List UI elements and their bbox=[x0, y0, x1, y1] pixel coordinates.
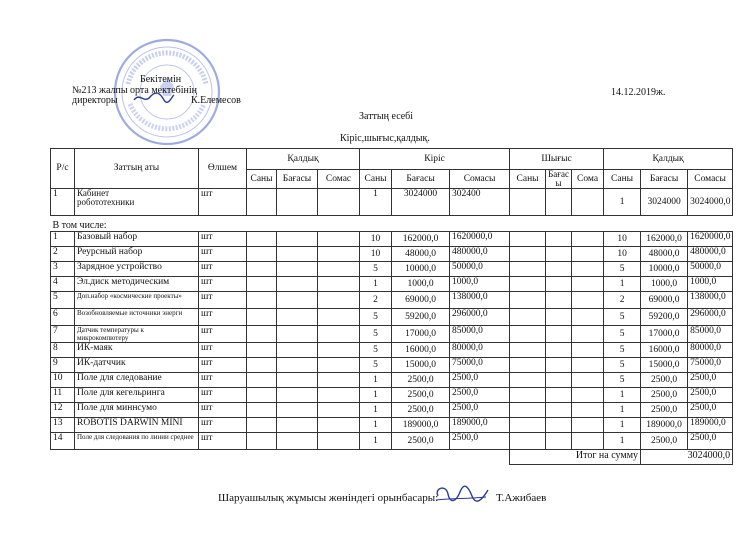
cell-bal-price: 2500,0 bbox=[641, 373, 688, 388]
cell-in-price: 69000,0 bbox=[392, 292, 450, 309]
cell-in-price: 2500,0 bbox=[392, 373, 450, 388]
cell-bal-sum: 2500,0 bbox=[688, 433, 733, 450]
table-row bbox=[51, 232, 733, 247]
cell-in-qty: 1 bbox=[360, 418, 392, 433]
cell-in-sum: 75000,0 bbox=[450, 358, 510, 373]
h-price: Бағасы bbox=[277, 170, 318, 189]
deputy-name: Т.Ажибаев bbox=[496, 492, 547, 504]
director-name: К.Елемесов bbox=[191, 95, 241, 106]
h-price: Бағасы bbox=[641, 170, 688, 189]
cell-in-price: 48000,0 bbox=[392, 247, 450, 262]
cell-in-sum: 2500,0 bbox=[450, 373, 510, 388]
h-price: Бағасы bbox=[392, 170, 450, 189]
cell-num: 1 bbox=[51, 189, 75, 216]
h-sum: Сомасы bbox=[450, 170, 510, 189]
cell-in-sum: 2500,0 bbox=[450, 388, 510, 403]
cell-unit: шт bbox=[199, 232, 247, 247]
cell-in-sum: 1620000,0 bbox=[450, 232, 510, 247]
cell-name: Реурсный набор bbox=[75, 247, 199, 262]
cell-num: 8 bbox=[51, 343, 75, 358]
header-row-1 bbox=[51, 149, 733, 170]
h-sum: Сомасы bbox=[688, 170, 733, 189]
h-price: Бағас ы bbox=[546, 170, 572, 189]
table-row bbox=[51, 292, 733, 309]
cell-num: 7 bbox=[51, 326, 75, 343]
cell-bal-sum: 2500,0 bbox=[688, 403, 733, 418]
cell-name: ИК-маяк bbox=[75, 343, 199, 358]
cell-bal-sum: 189000,0 bbox=[688, 418, 733, 433]
document-date: 14.12.2019ж. bbox=[611, 87, 666, 98]
inventory-table bbox=[50, 148, 733, 465]
cell-name: Датчик температуры к микрокомпютеру bbox=[75, 326, 199, 343]
table-row bbox=[51, 358, 733, 373]
school-name: №213 жалпы орта мектебінің bbox=[72, 85, 197, 96]
cell-bal-qty: 1 bbox=[604, 403, 641, 418]
director-label: директоры bbox=[72, 95, 118, 106]
cell-bal-qty: 1 bbox=[604, 418, 641, 433]
cell-bal-sum: 296000,0 bbox=[688, 309, 733, 326]
cell-num: 13 bbox=[51, 418, 75, 433]
cell-bal-sum: 80000,0 bbox=[688, 343, 733, 358]
cell-unit: шт bbox=[199, 309, 247, 326]
cell-in-sum: 2500,0 bbox=[450, 433, 510, 450]
cell-name: ИК-датччик bbox=[75, 358, 199, 373]
cell-bal-price: 10000,0 bbox=[641, 262, 688, 277]
cell-bal-qty: 5 bbox=[604, 309, 641, 326]
table-row bbox=[51, 388, 733, 403]
col-balance-start: Қалдық bbox=[247, 149, 360, 170]
cell-in-price: 162000,0 bbox=[392, 232, 450, 247]
cell-unit: шт bbox=[199, 373, 247, 388]
cell-unit: шт bbox=[199, 262, 247, 277]
cell-num: 12 bbox=[51, 403, 75, 418]
including-label: В том числе: bbox=[51, 216, 733, 232]
cell-name: Поле для следования по линии среднее bbox=[75, 433, 199, 450]
document-title: Заттың есебі bbox=[359, 111, 414, 122]
h-qty: Саны bbox=[510, 170, 546, 189]
cell-in-price: 2500,0 bbox=[392, 403, 450, 418]
cell-bal-price: 1000,0 bbox=[641, 277, 688, 292]
cell-in-price: 2500,0 bbox=[392, 388, 450, 403]
cell-name: ROBOTIS DARWIN MINI bbox=[75, 418, 199, 433]
table-row-main bbox=[51, 189, 733, 216]
director-signature bbox=[132, 90, 176, 106]
cell-unit: шт bbox=[199, 433, 247, 450]
table-row bbox=[51, 277, 733, 292]
cell-name: Зарядное устройство bbox=[75, 262, 199, 277]
cell-in-price: 1000,0 bbox=[392, 277, 450, 292]
cell-unit: шт bbox=[199, 403, 247, 418]
cell-num: 1 bbox=[51, 232, 75, 247]
col-name: Заттың аты bbox=[75, 149, 199, 189]
cell-num: 3 bbox=[51, 262, 75, 277]
cell-name: Эл.диск методическим bbox=[75, 277, 199, 292]
table-row bbox=[51, 403, 733, 418]
cell-bal-sum: 1000,0 bbox=[688, 277, 733, 292]
total-value: 3024000,0 bbox=[641, 450, 733, 465]
cell-num: 2 bbox=[51, 247, 75, 262]
col-income: Кіріс bbox=[360, 149, 510, 170]
cell-bal-price: 15000,0 bbox=[641, 358, 688, 373]
cell-in-sum: 138000,0 bbox=[450, 292, 510, 309]
table-row bbox=[51, 418, 733, 433]
table-row bbox=[51, 373, 733, 388]
cell-bal-price: 162000,0 bbox=[641, 232, 688, 247]
cell-in-qty: 5 bbox=[360, 326, 392, 343]
cell-in-sum: 50000,0 bbox=[450, 262, 510, 277]
cell-bal-qty: 5 bbox=[604, 358, 641, 373]
cell-in-qty: 1 bbox=[360, 189, 392, 216]
cell-in-price: 16000,0 bbox=[392, 343, 450, 358]
cell-in-qty: 2 bbox=[360, 292, 392, 309]
cell-bal-sum: 75000,0 bbox=[688, 358, 733, 373]
table-row bbox=[51, 326, 733, 343]
cell-num: 14 bbox=[51, 433, 75, 450]
table-row bbox=[51, 247, 733, 262]
cell-bal-price: 2500,0 bbox=[641, 403, 688, 418]
cell-in-price: 17000,0 bbox=[392, 326, 450, 343]
cell-unit: шт bbox=[199, 358, 247, 373]
total-row bbox=[51, 450, 733, 465]
cell-in-qty: 1 bbox=[360, 388, 392, 403]
cell-num: 10 bbox=[51, 373, 75, 388]
cell-bal-price: 59200,0 bbox=[641, 309, 688, 326]
cell-bal-sum: 2500,0 bbox=[688, 373, 733, 388]
cell-bal-price: 69000,0 bbox=[641, 292, 688, 309]
total-label: Итог на сумму bbox=[510, 450, 641, 465]
col-unit: Өлшем bbox=[199, 149, 247, 189]
approve-label: Бекітемін bbox=[140, 74, 182, 85]
cell-in-qty: 1 bbox=[360, 373, 392, 388]
cell-in-price: 2500,0 bbox=[392, 433, 450, 450]
cell-name: Кабинет робототехники bbox=[75, 189, 199, 216]
h-sum: Сомас bbox=[318, 170, 360, 189]
cell-bal-price: 189000,0 bbox=[641, 418, 688, 433]
cell-in-price: 3024000 bbox=[392, 189, 450, 216]
h-qty: Саны bbox=[604, 170, 641, 189]
cell-in-qty: 1 bbox=[360, 403, 392, 418]
cell-bal-sum: 3024000,0 bbox=[688, 189, 733, 216]
cell-unit: шт bbox=[199, 277, 247, 292]
cell-num: 11 bbox=[51, 388, 75, 403]
cell-unit: шт bbox=[199, 388, 247, 403]
table-row bbox=[51, 343, 733, 358]
cell-bal-qty: 5 bbox=[604, 373, 641, 388]
cell-bal-price: 2500,0 bbox=[641, 388, 688, 403]
cell-unit: шт bbox=[199, 343, 247, 358]
h-qty: Саны bbox=[360, 170, 392, 189]
cell-in-sum: 302400 bbox=[450, 189, 510, 216]
cell-num: 4 bbox=[51, 277, 75, 292]
including-row bbox=[51, 216, 733, 232]
cell-in-price: 59200,0 bbox=[392, 309, 450, 326]
cell-in-price: 10000,0 bbox=[392, 262, 450, 277]
cell-bal-sum: 50000,0 bbox=[688, 262, 733, 277]
cell-in-qty: 1 bbox=[360, 433, 392, 450]
cell-bal-price: 48000,0 bbox=[641, 247, 688, 262]
cell-name: Поле для миннсумо bbox=[75, 403, 199, 418]
cell-name: Поле для следование bbox=[75, 373, 199, 388]
cell-in-qty: 10 bbox=[360, 232, 392, 247]
cell-num: 5 bbox=[51, 292, 75, 309]
cell-in-sum: 80000,0 bbox=[450, 343, 510, 358]
cell-bal-qty: 5 bbox=[604, 343, 641, 358]
cell-in-qty: 5 bbox=[360, 343, 392, 358]
cell-unit: шт bbox=[199, 189, 247, 216]
cell-bal-qty: 1 bbox=[604, 277, 641, 292]
cell-in-qty: 5 bbox=[360, 309, 392, 326]
cell-bal-qty: 2 bbox=[604, 292, 641, 309]
cell-bal-qty: 1 bbox=[604, 189, 641, 216]
cell-in-price: 189000,0 bbox=[392, 418, 450, 433]
table-row bbox=[51, 309, 733, 326]
document-subtitle: Кіріс,шығыс,қалдық. bbox=[340, 133, 430, 144]
cell-bal-qty: 10 bbox=[604, 247, 641, 262]
cell-in-sum: 296000,0 bbox=[450, 309, 510, 326]
cell-name: Поле для кегельринга bbox=[75, 388, 199, 403]
cell-in-sum: 2500,0 bbox=[450, 403, 510, 418]
cell-bal-price: 17000,0 bbox=[641, 326, 688, 343]
col-balance-end: Қалдық bbox=[604, 149, 733, 170]
cell-name: Базовый набор bbox=[75, 232, 199, 247]
cell-num: 9 bbox=[51, 358, 75, 373]
cell-num: 6 bbox=[51, 309, 75, 326]
cell-unit: шт bbox=[199, 247, 247, 262]
h-qty: Саны bbox=[247, 170, 277, 189]
cell-bal-qty: 1 bbox=[604, 433, 641, 450]
cell-in-sum: 1000,0 bbox=[450, 277, 510, 292]
cell-in-qty: 5 bbox=[360, 358, 392, 373]
cell-unit: шт bbox=[199, 292, 247, 309]
cell-bal-sum: 1620000,0 bbox=[688, 232, 733, 247]
col-outgo: Шығыс bbox=[510, 149, 604, 170]
cell-in-sum: 189000,0 bbox=[450, 418, 510, 433]
cell-bal-sum: 85000,0 bbox=[688, 326, 733, 343]
cell-in-sum: 480000,0 bbox=[450, 247, 510, 262]
cell-bal-qty: 5 bbox=[604, 262, 641, 277]
cell-in-price: 15000,0 bbox=[392, 358, 450, 373]
cell-in-qty: 5 bbox=[360, 262, 392, 277]
table-row bbox=[51, 433, 733, 450]
cell-bal-sum: 2500,0 bbox=[688, 388, 733, 403]
cell-bal-price: 3024000 bbox=[641, 189, 688, 216]
cell-bal-qty: 5 bbox=[604, 326, 641, 343]
cell-bal-sum: 480000,0 bbox=[688, 247, 733, 262]
responsible-label: Шаруашылық жұмысы жөніндегі орынбасары: bbox=[218, 492, 439, 504]
cell-in-qty: 10 bbox=[360, 247, 392, 262]
cell-bal-price: 16000,0 bbox=[641, 343, 688, 358]
cell-name: Доп.набор «космические проекты» bbox=[75, 292, 199, 309]
h-sum: Сома bbox=[572, 170, 604, 189]
cell-bal-qty: 1 bbox=[604, 388, 641, 403]
deputy-signature bbox=[432, 482, 490, 506]
cell-bal-qty: 10 bbox=[604, 232, 641, 247]
cell-in-qty: 1 bbox=[360, 277, 392, 292]
cell-bal-price: 2500,0 bbox=[641, 433, 688, 450]
cell-unit: шт bbox=[199, 326, 247, 343]
cell-name: Возобновляемые источники энерги bbox=[75, 309, 199, 326]
cell-unit: шт bbox=[199, 418, 247, 433]
cell-bal-sum: 138000,0 bbox=[688, 292, 733, 309]
col-num: Р/с bbox=[51, 149, 75, 189]
cell-in-sum: 85000,0 bbox=[450, 326, 510, 343]
table-row bbox=[51, 262, 733, 277]
